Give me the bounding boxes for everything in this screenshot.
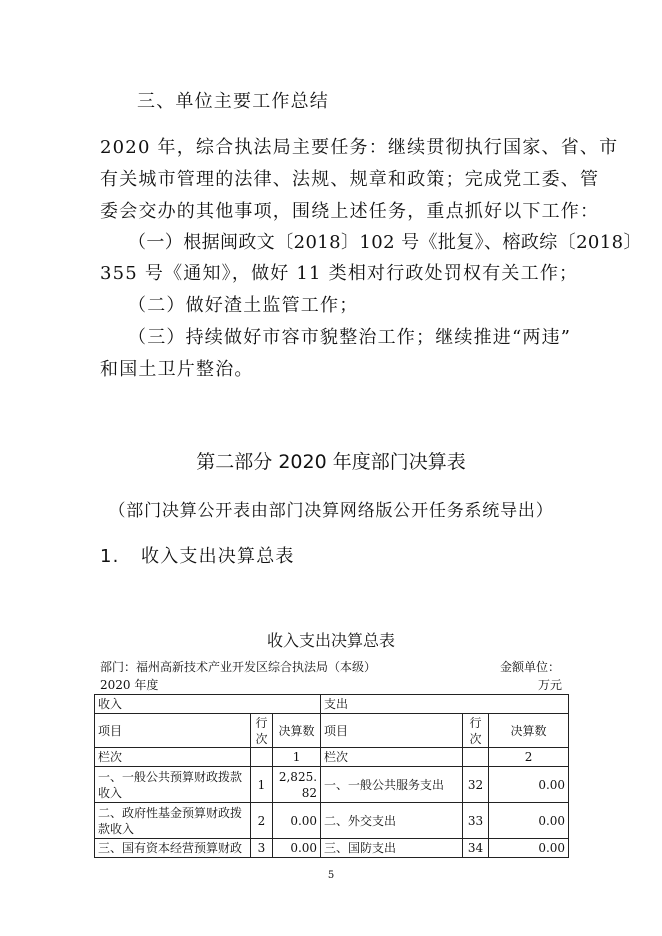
- cell: 1: [251, 767, 273, 803]
- col-index: 2: [489, 748, 569, 767]
- unit-label: 金额单位：: [500, 660, 561, 674]
- col-index: 1: [273, 748, 321, 767]
- cell: 0.00: [489, 839, 569, 858]
- paragraph-line: 有关城市管理的法律、法规、规章和政策；完成党工委、管: [100, 169, 600, 190]
- cell: 三、国有资本经营预算财政: [95, 839, 251, 858]
- cell: 3: [251, 839, 273, 858]
- cell: 二、政府性基金预算财政拨款收入: [95, 803, 251, 839]
- paragraph-line: 2020 年，综合执法局主要任务：继续贯彻执行国家、省、市: [100, 137, 619, 158]
- expense-header: 支出: [321, 695, 569, 714]
- paragraph-line: （三）持续做好市容市貌整治工作；继续推进“两违”: [128, 327, 572, 348]
- cell: 0.00: [273, 803, 321, 839]
- cell: 34: [463, 839, 489, 858]
- income-expense-table: [94, 694, 569, 858]
- col-item: 项目: [321, 714, 463, 748]
- cell: 2,825.82: [273, 767, 321, 803]
- unit-value: 万元: [538, 678, 563, 692]
- table-row: [95, 803, 569, 839]
- part-title: 第二部分 2020 年度部门决算表: [196, 451, 466, 473]
- cell: 2: [251, 803, 273, 839]
- income-header: 收入: [95, 695, 321, 714]
- paragraph-line: （一）根据闽政文〔2018〕102 号《批复》、榕政综〔2018〕: [128, 232, 642, 253]
- department-label: 部门：福州高新技术产业开发区综合执法局（本级）: [100, 660, 377, 674]
- col-amount: 决算数: [489, 714, 569, 748]
- cell: 二、外交支出: [321, 803, 463, 839]
- part-subtitle: （部门决算公开表由部门决算网络版公开任务系统导出）: [108, 501, 554, 521]
- page-number: 5: [327, 870, 335, 881]
- paragraph-line: 和国土卫片整治。: [100, 359, 254, 380]
- year-label: 2020 年度: [100, 678, 159, 692]
- col-index-label: 栏次: [95, 748, 251, 767]
- paragraph-line: 355 号《通知》，做好 11 类相对行政处罚权有关工作；: [100, 263, 579, 284]
- col-row: 行次: [463, 714, 489, 748]
- cell: 0.00: [489, 767, 569, 803]
- cell: 一、一般公共服务支出: [321, 767, 463, 803]
- col-row: 行次: [251, 714, 273, 748]
- cell: 33: [463, 803, 489, 839]
- item-title: 收入支出决算总表: [141, 546, 295, 567]
- table-row: [95, 767, 569, 803]
- item-number: 1.: [100, 546, 120, 567]
- cell: 32: [463, 767, 489, 803]
- table-row: [95, 839, 569, 858]
- cell: 0.00: [489, 803, 569, 839]
- col-amount: 决算数: [273, 714, 321, 748]
- paragraph-line: （二）做好渣土监管工作；: [128, 295, 359, 316]
- col-index-label: 栏次: [321, 748, 463, 767]
- cell: 一、一般公共预算财政拨款收入: [95, 767, 251, 803]
- section-heading: 三、单位主要工作总结: [137, 91, 329, 112]
- table-title: 收入支出决算总表: [266, 631, 395, 650]
- cell: 三、国防支出: [321, 839, 463, 858]
- col-item: 项目: [95, 714, 251, 748]
- paragraph-line: 委会交办的其他事项，围绕上述任务，重点抓好以下工作：: [100, 201, 600, 222]
- cell: 0.00: [273, 839, 321, 858]
